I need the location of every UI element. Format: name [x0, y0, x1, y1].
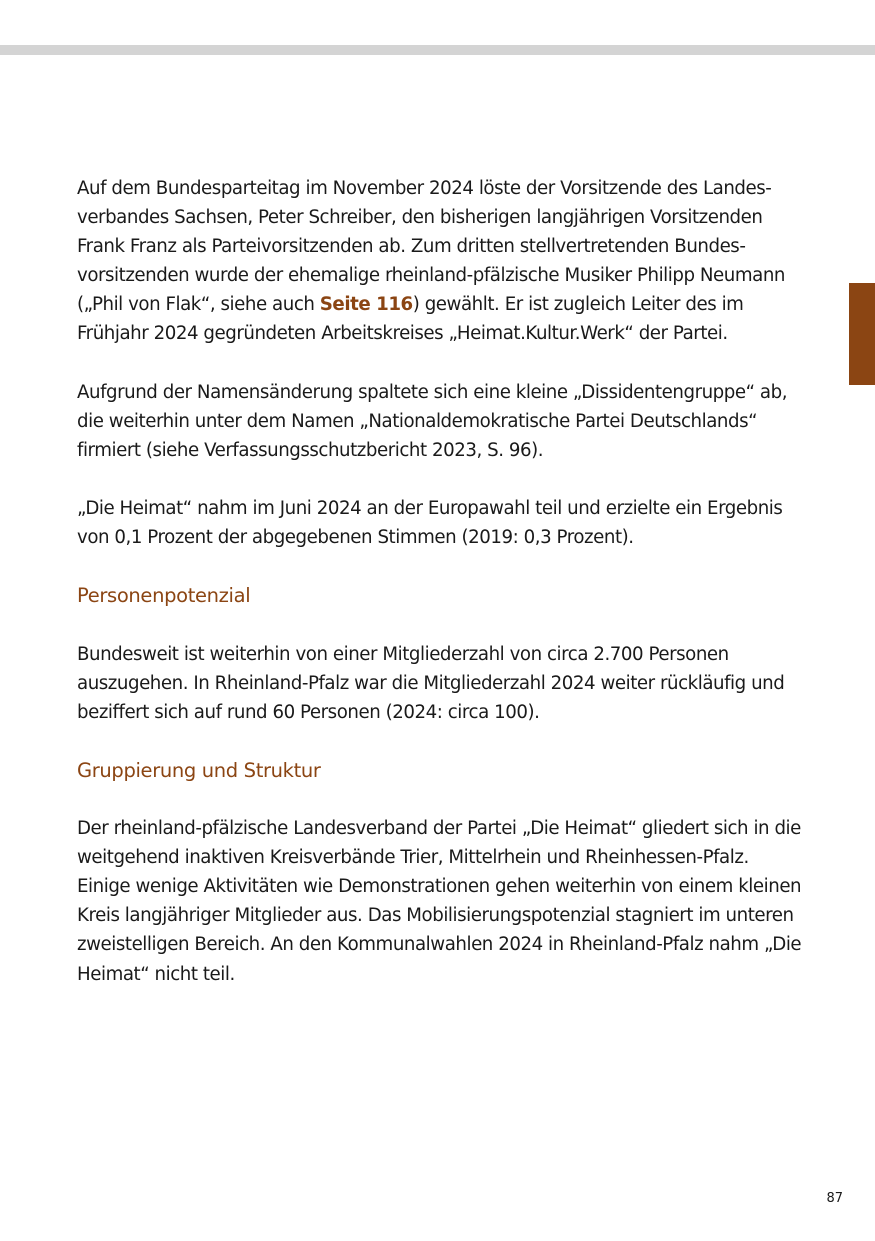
paragraph-landesverband: Der rheinland-pfälzische Landesverband der Partei „Die Heimat“ gliedert sich in die weitgehend inaktiven Kreisverbände Trier, Mittelrhein und Rheinhessen-Pfalz. Einige wenige Aktivitäten wie Demonstrationen gehen weiterhin von einem kleinen Kreis langjähriger Mitglieder aus. Das Mobilisierungspotenzial stagniert im unteren zweistelligen Bereich. An den Kommunalwahlen 2024 in Rheinland-Pfalz nahm „Die Heimat“ nicht teil. [77, 818, 802, 985]
paragraph-spacer [77, 465, 807, 494]
paragraph-dissidentengruppe: Aufgrund der Namensänderung spaltete sich eine kleine „Dissidentengruppe“ ab, die weiterhin unter dem Namen „Nationaldemokratische Partei Deutschlands“ firmiert (siehe Verfassungsschutzbericht 2023, S. 96). [77, 381, 788, 461]
paragraph-spacer [77, 727, 807, 756]
paragraph-mitgliederzahl: Bundesweit ist weiterhin von einer Mitgliederzahl von circa 2.700 Personen auszugehen. In Rheinland-Pfalz war die Mitgliederzahl 2024 weiter rückläufig und beziffert sich auf rund 60 Personen (2024: circa 100). [77, 643, 785, 723]
paragraph-text: ) gewählt. Er ist zugleich Leiter des im Frühjahr 2024 gegründeten Arbeitskreises „Heimat.Kultur.Werk“ der Partei. [77, 294, 744, 345]
heading-personenpotenzial: Personenpotenzial [77, 584, 251, 608]
page-reference-link[interactable]: Seite 116 [319, 294, 413, 316]
paragraph-spacer [77, 349, 807, 378]
header-rule [0, 45, 875, 55]
paragraph-europawahl: „Die Heimat“ nahm im Juni 2024 an der Europawahl teil und erzielte ein Ergebnis von 0,1 Prozent der abgegebenen Stimmen (2019: 0,3 Prozent). [77, 498, 783, 549]
page-body [77, 174, 807, 989]
paragraph-spacer [77, 552, 807, 581]
paragraph-spacer [77, 610, 807, 639]
paragraph-spacer [77, 785, 807, 814]
page-number: 87 [826, 1191, 843, 1206]
paragraph-bundesparteitag [77, 174, 807, 349]
chapter-tab-marker [849, 283, 875, 385]
paragraph-text: Auf dem Bundesparteitag im November 2024 löste der Vorsitzende des Landesverbandes Sachsen, Peter Schreiber, den bisherigen langjährigen Vorsitzenden Frank Franz als Parteivorsitzenden ab. Zum dritten stellvertretenden Bundesvorsitzenden wurde der ehemalige rheinland-pfälzische Musiker Philipp Neumann („Phil von Flak“, siehe auch [77, 178, 785, 316]
heading-gruppierung-struktur: Gruppierung und Struktur [77, 758, 321, 782]
